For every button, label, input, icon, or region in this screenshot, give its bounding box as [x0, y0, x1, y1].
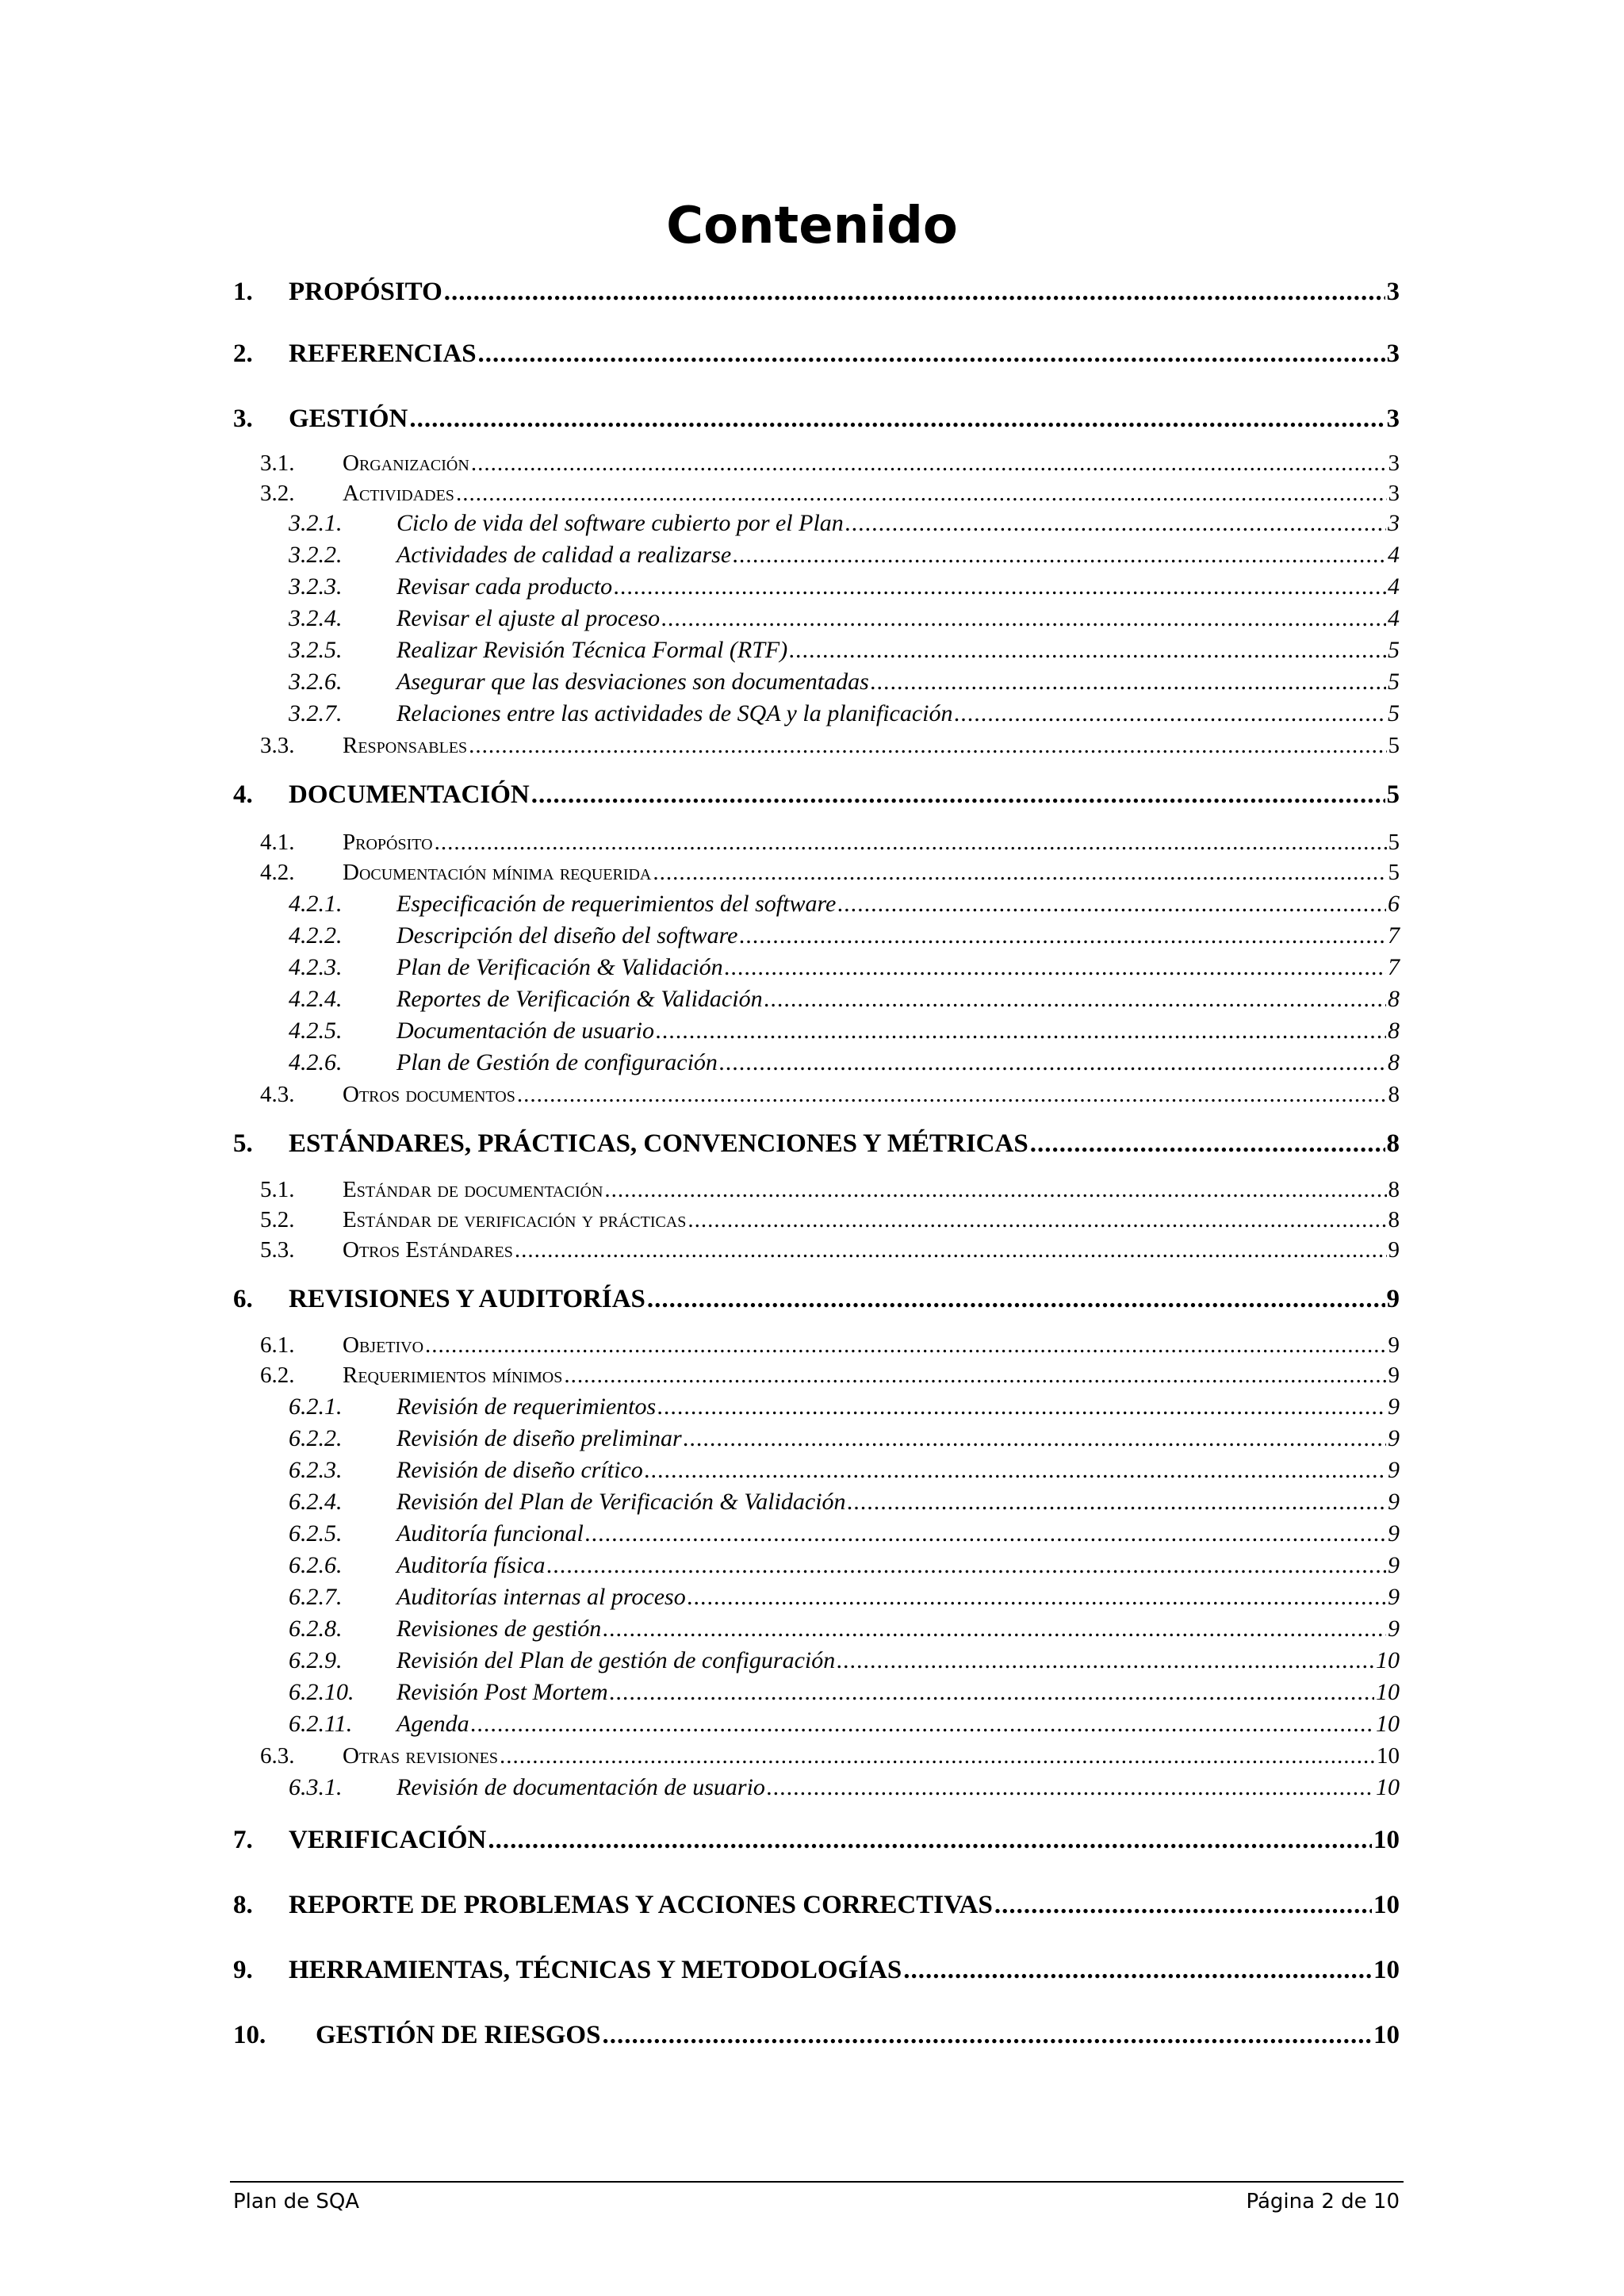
toc-entry-number: 6.2.1. [289, 1393, 343, 1420]
toc-entry-title: Auditoría funcional [396, 1520, 584, 1547]
toc-entry-title: Revisión del Plan de gestión de configuración [396, 1647, 836, 1673]
dot-leader [657, 1393, 1386, 1421]
toc-entry-title: Auditoría física [396, 1552, 546, 1578]
toc-entry-title: Plan de Gestión de configuración [396, 1049, 718, 1075]
dot-leader [653, 858, 1386, 887]
toc-entry-title: Requerimientos mínimos [343, 1363, 563, 1388]
toc-entry[interactable] [289, 1678, 1400, 1707]
toc-entry-number: 3.2.4. [289, 605, 343, 631]
toc-entry-number: 3.2.5. [289, 637, 343, 663]
dot-leader [848, 1488, 1386, 1516]
toc-entry-title: Auditorías internas al proceso [396, 1584, 686, 1610]
dot-leader [656, 1017, 1386, 1045]
dot-leader [1030, 1128, 1385, 1159]
toc-entry[interactable] [289, 1615, 1400, 1643]
toc-entry[interactable] [289, 1551, 1400, 1580]
dot-leader [645, 1456, 1386, 1485]
toc-entry-title: Revisar el ajuste al proceso [396, 605, 661, 631]
dot-leader [488, 1824, 1372, 1856]
toc-entry-number: 3.3. [260, 733, 295, 758]
toc-entry-title: Reportes de Verificación & Validación [396, 986, 763, 1012]
toc-entry-number: 3.2.1. [289, 510, 343, 536]
toc-entry-number: 6.3.1. [289, 1774, 343, 1800]
toc-entry-title: REFERENCIAS [289, 339, 477, 368]
toc-entry-title: Propósito [343, 830, 433, 855]
toc-entry-title: REPORTE DE PROBLEMAS Y ACCIONES CORRECTIVAS [289, 1891, 993, 1919]
dot-leader [444, 276, 1385, 308]
toc-entry[interactable] [233, 1824, 1400, 1856]
toc-entry-number: 5.2. [260, 1207, 295, 1232]
toc-entry-page: 8 [1388, 986, 1400, 1012]
toc-entry-title: Responsables [343, 733, 468, 758]
toc-entry[interactable] [289, 1456, 1400, 1485]
toc-entry-number: 5.1. [260, 1177, 295, 1202]
toc-entry-number: 6.2.9. [289, 1647, 343, 1673]
toc-entry-number: 9. [233, 1956, 253, 1984]
toc-entry-title: Asegurar que las desviaciones son documentadas [396, 669, 869, 695]
toc-entry-title: HERRAMIENTAS, TÉCNICAS Y METODOLOGÍAS [289, 1956, 902, 1984]
toc-entry-number: 4.2.4. [289, 986, 343, 1012]
toc-entry[interactable] [260, 828, 1400, 857]
toc-entry[interactable] [233, 2019, 1400, 2051]
toc-entry-page: 5 [1388, 637, 1400, 663]
toc-entry[interactable] [260, 449, 1400, 477]
toc-entry-page: 5 [1386, 780, 1400, 809]
toc-entry-page: 8 [1388, 1018, 1400, 1044]
toc-entry-page: 3 [1388, 481, 1400, 506]
dot-leader [845, 509, 1386, 538]
toc-entry-page: 8 [1386, 1129, 1400, 1158]
toc-entry[interactable] [289, 636, 1400, 665]
dot-leader [478, 338, 1385, 370]
toc-entry-number: 3.2.6. [289, 669, 343, 695]
toc-entry-number: 5. [233, 1129, 253, 1158]
dot-leader [684, 1424, 1386, 1453]
toc-entry-number: 6.2.6. [289, 1552, 343, 1578]
toc-entry-page: 10 [1377, 1743, 1400, 1769]
dot-leader [789, 636, 1386, 665]
toc-entry[interactable] [289, 890, 1400, 918]
toc-entry-page: 9 [1388, 1552, 1400, 1578]
toc-entry[interactable] [289, 1017, 1400, 1045]
toc-entry-number: 1. [233, 278, 253, 306]
toc-entry-page: 5 [1388, 860, 1400, 885]
toc-entry-number: 3.2.7. [289, 700, 343, 726]
toc-entry[interactable] [233, 338, 1400, 370]
toc-entry[interactable] [289, 1488, 1400, 1516]
toc-entry-number: 2. [233, 339, 253, 368]
toc-entry-page: 10 [1373, 2021, 1400, 2049]
toc-entry-page: 9 [1388, 1237, 1400, 1263]
dot-leader [837, 1646, 1374, 1675]
toc-entry-title: GESTIÓN DE RIESGOS [316, 2021, 601, 2049]
toc-entry-title: Otros documentos [343, 1082, 515, 1107]
toc-entry-title: Revisar cada producto [396, 573, 613, 600]
toc-entry-number: 3.2.2. [289, 542, 343, 568]
toc-entry[interactable] [289, 509, 1400, 538]
toc-entry-page: 3 [1386, 339, 1400, 368]
toc-entry-page: 8 [1388, 1207, 1400, 1232]
toc-entry[interactable] [289, 573, 1400, 601]
toc-entry-page: 4 [1388, 605, 1400, 631]
toc-entry[interactable] [260, 479, 1400, 508]
dot-leader [767, 1773, 1374, 1802]
toc-entry-number: 6.2.2. [289, 1425, 343, 1451]
toc-entry-page: 9 [1388, 1489, 1400, 1515]
dot-leader [903, 1954, 1372, 1986]
toc-entry-title: Descripción del diseño del software [396, 922, 738, 949]
toc-entry-title: Otras revisiones [343, 1743, 498, 1769]
toc-entry[interactable] [289, 1710, 1400, 1738]
toc-entry-number: 4.2.6. [289, 1049, 343, 1075]
toc-entry-title: Revisión de diseño preliminar [396, 1425, 682, 1451]
toc-entry-number: 6.2.11. [289, 1711, 353, 1737]
toc-entry-page: 3 [1388, 510, 1400, 536]
page-title: Contenido [666, 197, 958, 255]
toc-entry-page: 10 [1373, 1826, 1400, 1854]
toc-entry-number: 4.3. [260, 1082, 295, 1107]
dot-leader [456, 479, 1387, 508]
dot-leader [471, 449, 1387, 477]
toc-entry-title: Estándar de verificación y prácticas [343, 1207, 687, 1232]
toc-entry-title: Organización [343, 450, 469, 476]
toc-entry-page: 9 [1388, 1457, 1400, 1483]
toc-entry[interactable] [289, 1646, 1400, 1675]
toc-entry[interactable] [289, 922, 1400, 950]
toc-entry-title: Otros Estándares [343, 1237, 513, 1263]
dot-leader [661, 604, 1386, 633]
toc-entry-page: 5 [1388, 700, 1400, 726]
toc-entry[interactable] [260, 1175, 1400, 1204]
dot-leader [688, 1205, 1386, 1234]
toc-entry-page: 3 [1386, 404, 1400, 433]
toc-entry-page: 9 [1386, 1285, 1400, 1313]
toc-entry-page: 10 [1376, 1774, 1400, 1800]
toc-entry-title: VERIFICACIÓN [289, 1826, 487, 1854]
toc-entry-title: Documentación mínima requerida [343, 860, 652, 885]
dot-leader [409, 403, 1385, 435]
toc-entry-number: 6.2. [260, 1363, 295, 1388]
toc-entry-title: Objetivo [343, 1332, 424, 1358]
toc-entry[interactable] [260, 1331, 1400, 1359]
dot-leader [994, 1889, 1372, 1921]
footer-page-number: Página 2 de 10 [1246, 2190, 1400, 2214]
toc-entry-title: Documentación de usuario [396, 1018, 654, 1044]
toc-entry[interactable] [233, 403, 1400, 435]
toc-entry-page: 9 [1388, 1363, 1400, 1388]
toc-entry[interactable] [260, 1236, 1400, 1264]
toc-entry-page: 7 [1388, 922, 1400, 949]
toc-entry-title: Agenda [396, 1711, 469, 1737]
toc-entry[interactable] [289, 700, 1400, 728]
toc-entry[interactable] [289, 985, 1400, 1014]
toc-entry-title: Plan de Verificación & Validación [396, 954, 723, 980]
toc-entry-title: Actividades [343, 481, 454, 506]
toc-entry-title: Revisiones de gestión [396, 1616, 602, 1642]
toc-entry[interactable] [289, 668, 1400, 696]
toc-entry-number: 3.1. [260, 450, 295, 476]
toc-entry-page: 8 [1388, 1177, 1400, 1202]
toc-entry[interactable] [289, 1048, 1400, 1077]
toc-entry-page: 4 [1388, 573, 1400, 600]
toc-entry[interactable] [289, 953, 1400, 982]
toc-entry-page: 10 [1376, 1679, 1400, 1705]
toc-entry-number: 4.2.5. [289, 1018, 343, 1044]
toc-entry-number: 6.2.3. [289, 1457, 343, 1483]
toc-entry-page: 9 [1388, 1393, 1400, 1420]
toc-entry[interactable] [289, 1773, 1400, 1802]
toc-entry-page: 5 [1388, 669, 1400, 695]
toc-entry-number: 4.1. [260, 830, 295, 855]
toc-entry-title: PROPÓSITO [289, 278, 442, 306]
dot-leader [610, 1678, 1374, 1707]
dot-leader [425, 1331, 1386, 1359]
dot-leader [740, 922, 1387, 950]
toc-entry-number: 6.2.8. [289, 1616, 343, 1642]
toc-entry-number: 7. [233, 1826, 253, 1854]
toc-entry-number: 3.2. [260, 481, 295, 506]
dot-leader [602, 2019, 1372, 2051]
toc-entry[interactable] [233, 276, 1400, 308]
toc-entry-number: 4. [233, 780, 253, 809]
dot-leader [500, 1742, 1375, 1770]
toc-entry-number: 6.2.4. [289, 1489, 343, 1515]
toc-entry-page: 9 [1388, 1332, 1400, 1358]
toc-entry-page: 3 [1386, 278, 1400, 306]
toc-entry-title: Estándar de documentación [343, 1177, 603, 1202]
dot-leader [955, 700, 1387, 728]
toc-entry-number: 4.2. [260, 860, 295, 885]
footer-divider [230, 2181, 1404, 2183]
toc-entry-title: Revisión del Plan de Verificación & Validación [396, 1489, 846, 1515]
toc-entry[interactable] [260, 731, 1400, 760]
toc-entry-page: 3 [1388, 450, 1400, 476]
toc-entry-number: 6.2.7. [289, 1584, 343, 1610]
dot-leader [733, 541, 1386, 569]
dot-leader [471, 1710, 1374, 1738]
toc-entry-number: 10. [233, 2021, 266, 2049]
toc-entry[interactable] [260, 1361, 1400, 1389]
dot-leader [435, 828, 1387, 857]
toc-entry-title: Revisión de documentación de usuario [396, 1774, 765, 1800]
toc-entry-page: 9 [1388, 1616, 1400, 1642]
toc-entry-page: 4 [1388, 542, 1400, 568]
toc-entry-page: 7 [1388, 954, 1400, 980]
toc-entry-page: 8 [1388, 1049, 1400, 1075]
toc-entry-page: 10 [1373, 1891, 1400, 1919]
toc-entry-page: 10 [1376, 1647, 1400, 1673]
toc-entry-number: 4.2.2. [289, 922, 343, 949]
toc-entry[interactable] [233, 779, 1400, 811]
dot-leader [515, 1236, 1387, 1264]
toc-entry-title: Realizar Revisión Técnica Formal (RTF) [396, 637, 788, 663]
dot-leader [547, 1551, 1387, 1580]
dot-leader [688, 1583, 1386, 1612]
toc-entry-number: 6.3. [260, 1743, 295, 1769]
toc-entry[interactable] [289, 1583, 1400, 1612]
dot-leader [469, 731, 1386, 760]
toc-entry-title: Revisión de requerimientos [396, 1393, 657, 1420]
dot-leader [764, 985, 1386, 1014]
toc-entry-title: REVISIONES Y AUDITORÍAS [289, 1285, 645, 1313]
dot-leader [585, 1520, 1386, 1548]
toc-entry-title: ESTÁNDARES, PRÁCTICAS, CONVENCIONES Y MÉTRICAS [289, 1129, 1028, 1158]
dot-leader [564, 1361, 1386, 1389]
dot-leader [647, 1283, 1385, 1315]
toc-entry-number: 6.2.5. [289, 1520, 343, 1547]
toc-entry-number: 6.2.10. [289, 1679, 354, 1705]
toc-entry-page: 5 [1388, 830, 1400, 855]
dot-leader [614, 573, 1386, 601]
toc-entry-page: 6 [1388, 891, 1400, 917]
toc-entry[interactable] [260, 858, 1400, 887]
toc-entry[interactable] [233, 1889, 1400, 1921]
toc-entry-page: 5 [1388, 733, 1400, 758]
toc-entry-page: 10 [1376, 1711, 1400, 1737]
toc-entry-number: 8. [233, 1891, 253, 1919]
toc-entry-number: 3.2.3. [289, 573, 343, 600]
toc-entry[interactable] [260, 1080, 1400, 1109]
toc-entry[interactable] [289, 1393, 1400, 1421]
dot-leader [837, 890, 1386, 918]
toc-entry[interactable] [233, 1283, 1400, 1315]
toc-entry-title: DOCUMENTACIÓN [289, 780, 530, 809]
toc-entry-number: 3. [233, 404, 253, 433]
toc-entry-page: 9 [1388, 1584, 1400, 1610]
toc-entry-number: 6.1. [260, 1332, 295, 1358]
toc-entry-page: 9 [1388, 1425, 1400, 1451]
toc-entry-number: 6. [233, 1285, 253, 1313]
toc-entry-number: 4.2.3. [289, 954, 343, 980]
toc-entry[interactable] [289, 604, 1400, 633]
toc-entry[interactable] [289, 541, 1400, 569]
toc-entry[interactable] [260, 1205, 1400, 1234]
dot-leader [604, 1175, 1386, 1204]
dot-leader [517, 1080, 1387, 1109]
toc-entry-title: Revisión Post Mortem [396, 1679, 608, 1705]
toc-entry-title: Relaciones entre las actividades de SQA y la planificación [396, 700, 953, 726]
toc-entry-title: Actividades de calidad a realizarse [396, 542, 732, 568]
toc-entry-title: Revisión de diseño crítico [396, 1457, 643, 1483]
toc-entry[interactable] [289, 1520, 1400, 1548]
toc-entry-page: 8 [1388, 1082, 1400, 1107]
toc-entry[interactable] [289, 1424, 1400, 1453]
footer-document-name: Plan de SQA [233, 2190, 360, 2214]
dot-leader [603, 1615, 1386, 1643]
toc-entry[interactable] [260, 1742, 1400, 1770]
dot-leader [871, 668, 1386, 696]
toc-entry-number: 5.3. [260, 1237, 295, 1263]
dot-leader [725, 953, 1386, 982]
toc-entry[interactable] [233, 1954, 1400, 1986]
toc-entry-title: Especificación de requerimientos del software [396, 891, 837, 917]
toc-entry[interactable] [233, 1128, 1400, 1159]
toc-entry-page: 10 [1373, 1956, 1400, 1984]
dot-leader [719, 1048, 1386, 1077]
toc-entry-number: 4.2.1. [289, 891, 343, 917]
dot-leader [531, 779, 1385, 811]
toc-entry-page: 9 [1388, 1520, 1400, 1547]
toc-entry-title: GESTIÓN [289, 404, 408, 433]
toc-entry-title: Ciclo de vida del software cubierto por el Plan [396, 510, 844, 536]
